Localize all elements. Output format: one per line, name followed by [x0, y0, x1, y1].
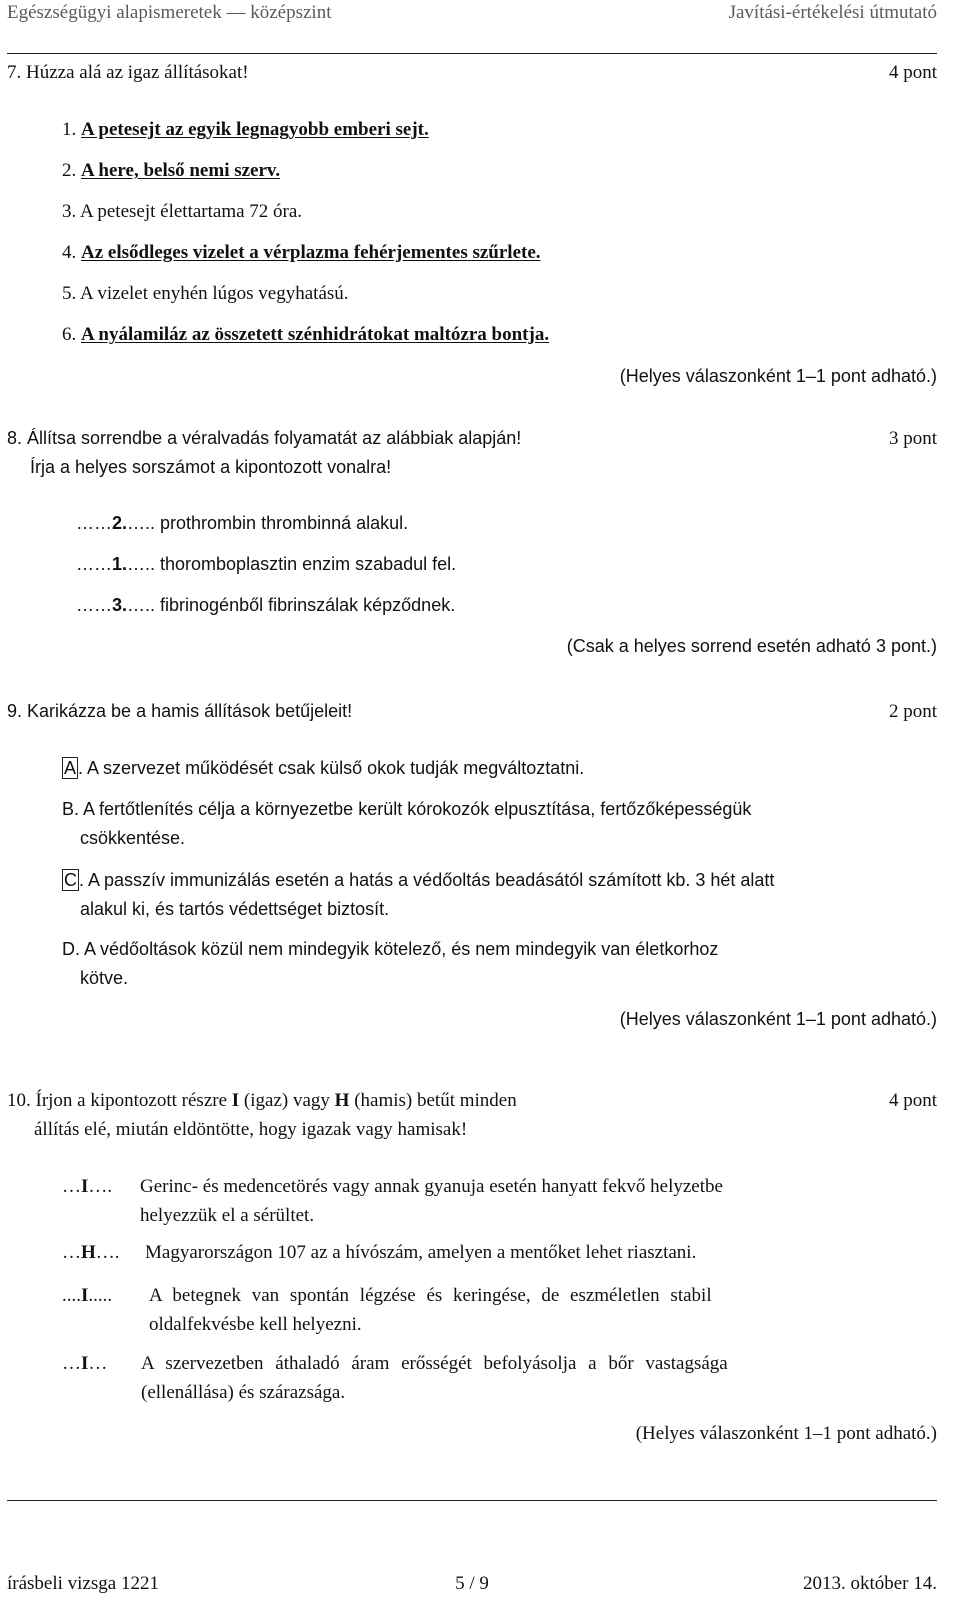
- q8-item-2-pre: ……: [76, 554, 112, 574]
- q10-item-3-dots: .....: [88, 1285, 113, 1306]
- page-footer: [7, 1573, 937, 1601]
- q8-title: 8. Állítsa sorrendbe a véralvadás folyamatát az alábbiak alapján!: [7, 428, 522, 448]
- q7-item-6-num: 6.: [62, 324, 77, 345]
- q9-title: 9. Karikázza be a hamis állítások betűjeleit!: [7, 701, 353, 721]
- q9-scoring-note: (Helyes válaszonként 1–1 pont adható.): [619, 1009, 937, 1029]
- q10-item-4-answer: [62, 1353, 107, 1375]
- q7-item-4-num: 4.: [62, 242, 77, 263]
- q9-item-b: [62, 799, 751, 820]
- q10-item-2-text: Magyarországon 107 az a hívószám, amelyen a mentőket lehet riasztani.: [145, 1242, 697, 1263]
- q10-item-1-dots: …: [62, 1176, 81, 1197]
- q10-item-1-mark: I: [81, 1176, 89, 1197]
- q7-item-4: [62, 242, 541, 264]
- q10-title-part: (igaz) vagy: [239, 1090, 335, 1111]
- q8-points: 3 pont: [888, 428, 937, 449]
- q7-item-5-text: A vizelet enyhén lúgos vegyhatású.: [79, 283, 349, 304]
- q9-item-c-text: . A passzív immunizálás esetén a hatás a védőoltás beadásától számított kb. 3 hét alatt: [79, 870, 775, 890]
- q9-item-c-letter-circled: C: [64, 870, 77, 890]
- q8-item-3-pre: ……: [76, 595, 112, 615]
- q8-item-1: [76, 513, 408, 534]
- q7-item-1-text: A petesejt az egyik legnagyobb emberi sejt.: [81, 119, 429, 140]
- q9-item-b-text-cont: csökkentése.: [80, 828, 186, 848]
- q10-item-2-dots: …: [62, 1242, 81, 1263]
- q8-item-3-num: 3.: [112, 595, 128, 615]
- q10-item-4-text-cont: (ellenállása) és szárazsága.: [141, 1382, 346, 1403]
- q10-title: [7, 1090, 517, 1112]
- q10-item-4-text: A szervezetben áthaladó áram erősségét befolyásolja a bőr vastagsága: [141, 1353, 728, 1374]
- q10-title-i: I: [231, 1090, 240, 1111]
- q9-points: 2 pont: [888, 701, 937, 722]
- q10-item-3-dots: ....: [62, 1285, 81, 1306]
- q7-scoring-note: (Helyes válaszonként 1–1 pont adható.): [619, 366, 937, 386]
- q9-item-d-text-cont: kötve.: [80, 968, 129, 988]
- q9-item-b-letter: B.: [62, 799, 80, 819]
- q7-points: 4 pont: [888, 62, 937, 83]
- q10-title-h: H: [334, 1090, 350, 1111]
- q7-item-2-text: A here, belső nemi szerv.: [81, 160, 281, 181]
- footer-date: 2013. október 14.: [802, 1573, 937, 1594]
- q7-item-6-text: A nyálamiláz az összetett szénhidrátokat maltózra bontja.: [81, 324, 550, 345]
- q10-item-2-dots: ….: [95, 1242, 120, 1263]
- header-subject: Egészségügyi alapismeretek — középszint: [7, 2, 332, 23]
- q8-item-2: [76, 554, 456, 575]
- q8-item-1-text: ….. prothrombin thrombinná alakul.: [127, 513, 409, 533]
- q8-scoring-note: (Csak a helyes sorrend esetén adható 3 pont.): [566, 636, 937, 656]
- q8-item-3-text: ….. fibrinogénből fibrinszálak képződnek.: [127, 595, 456, 615]
- q8-item-2-num: 1.: [112, 554, 128, 574]
- q10-item-3-mark: I: [81, 1285, 89, 1306]
- q7-item-5-num: 5.: [62, 283, 77, 304]
- q10-item-3-text: A betegnek van spontán légzése és keringése, de eszméletlen stabil: [149, 1285, 712, 1306]
- q10-item-3-text-cont: oldalfekvésbe kell helyezni.: [149, 1314, 362, 1335]
- q10-points: 4 pont: [888, 1090, 937, 1111]
- q8-item-1-pre: ……: [76, 513, 112, 533]
- q10-title-part: (hamis) betűt minden: [349, 1090, 517, 1111]
- q9-item-b-text: A fertőtlenítés célja a környezetbe került kórokozók elpusztítása, fertőzőképességük: [83, 799, 752, 819]
- q9-item-a-letter-circled: A: [64, 758, 77, 778]
- q7-item-5: [62, 283, 349, 305]
- q9-item-d-text: A védőoltások közül nem mindegyik kötelező, és nem mindegyik van életkorhoz: [84, 939, 719, 959]
- q9-item-a: [62, 758, 584, 779]
- q8-item-2-text: ….. thoromboplasztin enzim szabadul fel.: [127, 554, 457, 574]
- q10-item-4-mark: I: [81, 1353, 89, 1374]
- q7-item-2: [62, 160, 280, 182]
- footer-page-number: 5 / 9: [455, 1573, 489, 1594]
- q9-item-d-letter: D.: [62, 939, 80, 959]
- q7-item-2-num: 2.: [62, 160, 77, 181]
- q7-title: 7. Húzza alá az igaz állításokat!: [7, 62, 249, 83]
- q10-item-4-dots: …: [62, 1353, 81, 1374]
- q10-item-1-answer: [62, 1176, 112, 1198]
- q10-title-part: 10. Írjon a kipontozott részre: [7, 1090, 232, 1111]
- q10-item-1-text: Gerinc- és medencetörés vagy annak gyanuja esetén hanyatt fekvő helyzetbe: [140, 1176, 723, 1197]
- q7-item-3: [62, 201, 302, 223]
- q7-item-1-num: 1.: [62, 119, 77, 140]
- q10-scoring-note: (Helyes válaszonként 1–1 pont adható.): [635, 1423, 937, 1444]
- q8-item-3: [76, 595, 455, 616]
- q7-item-3-text: A petesejt élettartama 72 óra.: [79, 201, 303, 222]
- q10-item-2-answer: [62, 1242, 120, 1264]
- q10-title-cont: állítás elé, miután eldöntötte, hogy igazak vagy hamisak!: [34, 1119, 468, 1140]
- q8-item-1-num: 2.: [112, 513, 128, 533]
- footer-divider: [7, 1500, 937, 1501]
- q10-item-1-text-cont: helyezzük el a sérültet.: [140, 1205, 315, 1226]
- q7-item-4-text: Az elsődleges vizelet a vérplazma fehérjementes szűrlete.: [81, 242, 541, 263]
- footer-exam-code: írásbeli vizsga 1221: [7, 1573, 159, 1594]
- header-divider: [7, 53, 937, 54]
- q7-item-6: [62, 324, 549, 346]
- q10-item-2-mark: H: [81, 1242, 96, 1263]
- q7-item-3-num: 3.: [62, 201, 77, 222]
- q9-item-a-text: . A szervezet működését csak külső okok tudják megváltoztatni.: [78, 758, 585, 778]
- q9-item-c: [62, 870, 774, 891]
- q10-item-3-answer: [62, 1285, 112, 1307]
- q7-item-1: [62, 119, 429, 141]
- q9-item-c-text-cont: alakul ki, és tartós védettséget biztosít.: [80, 899, 390, 919]
- q9-item-d: [62, 939, 718, 960]
- q10-item-4-dots: …: [88, 1353, 108, 1374]
- q8-subtitle: Írja a helyes sorszámot a kipontozott vonalra!: [30, 457, 392, 477]
- header-doc-type: Javítási-értékelési útmutató: [728, 2, 937, 23]
- page-header: [7, 2, 937, 32]
- q10-item-1-dots: ….: [88, 1176, 113, 1197]
